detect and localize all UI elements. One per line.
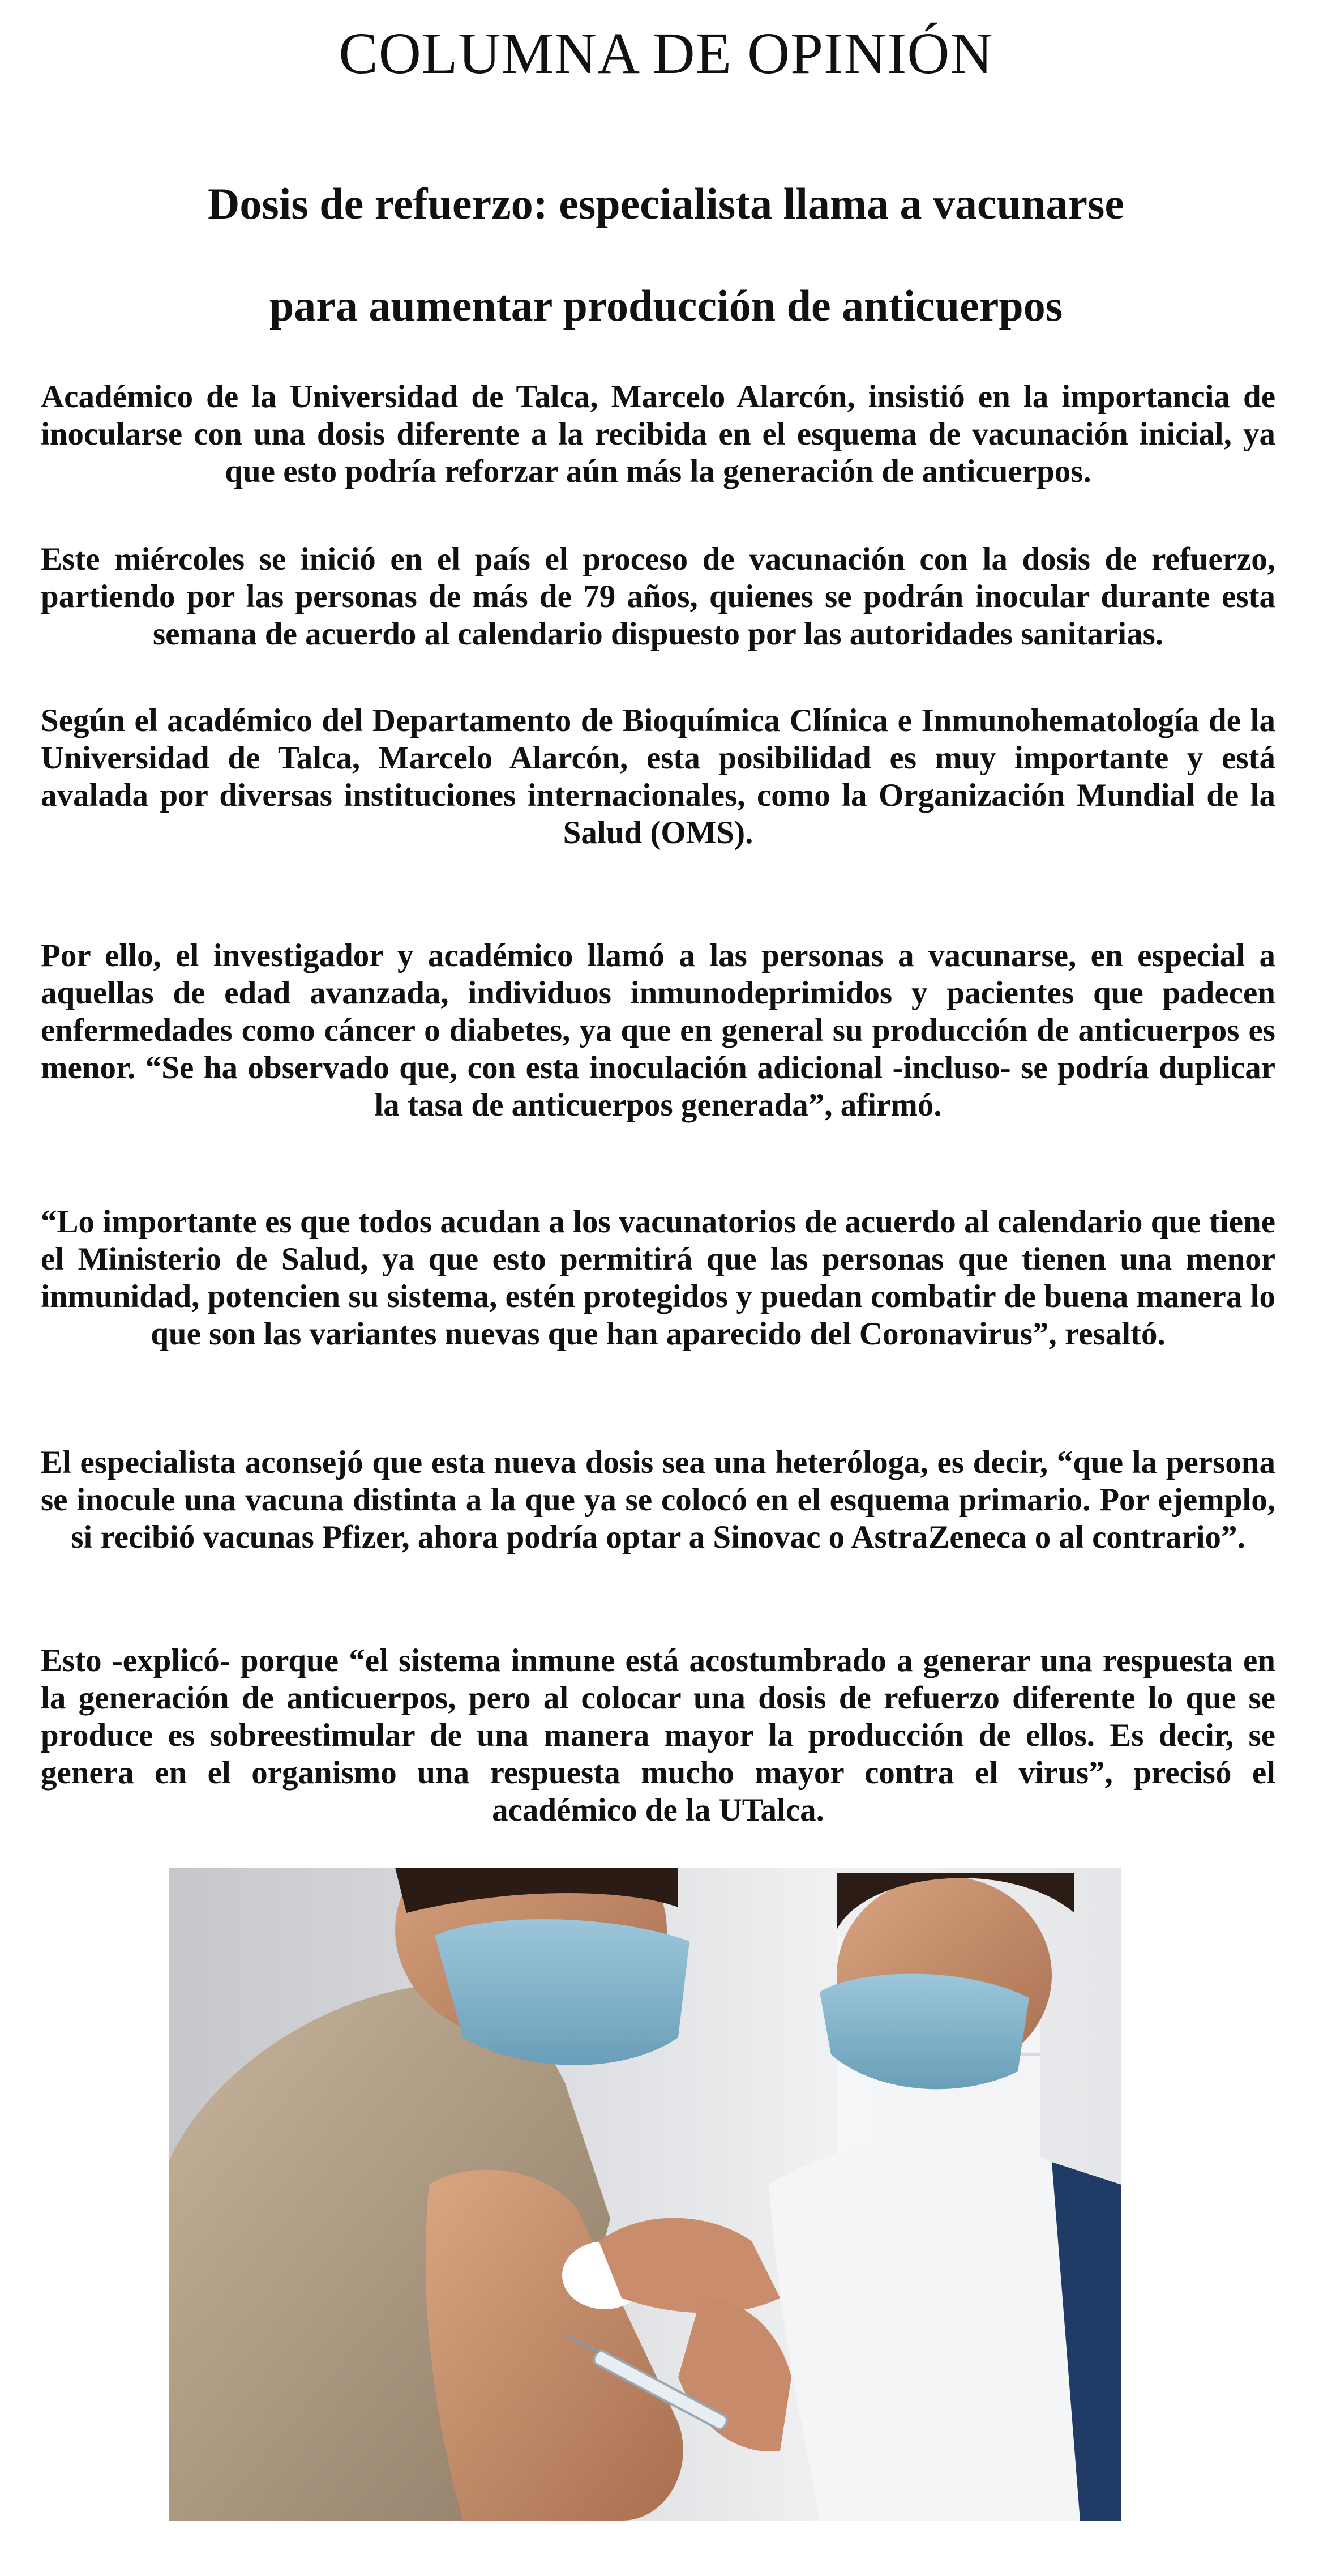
article-headline [0, 153, 1332, 357]
paragraph-1: Académico de la Universidad de Talca, Marcelo Alarcón, insistió en la importancia de inocularse con una dosis diferente a la recibida en el esquema de vacunación inicial, ya que esto podría reforzar aún más la generación de anticuerpos. [41, 379, 1275, 489]
paragraph-4: Por ello, el investigador y académico llamó a las personas a vacunarse, en especial a aquellas de edad avanzada, individuos inmunodeprimidos y pacientes que padecen enfermedades como cáncer o diabetes, ya que en general su producción de anticuerpos es menor. “Se ha observado que, con esta inoculación adicional -incluso- se podría duplicar la tasa de anticuerpos generada”, afirmó. [41, 938, 1275, 1123]
vaccination-photo [169, 1868, 1121, 2521]
headline-line-1: Dosis de refuerzo: especialista llama a vacunarse [208, 179, 1124, 228]
vaccination-photo-icon [169, 1868, 1121, 2521]
paragraph-3: Según el académico del Departamento de Bioquímica Clínica e Inmunohematología de la Universidad de Talca, Marcelo Alarcón, esta posibilidad es muy importante y está avalada por diversas instituciones internacionales, como la Organización Mundial de la Salud (OMS). [41, 703, 1275, 851]
paragraph-6: El especialista aconsejó que esta nueva dosis sea una heteróloga, es decir, “que la persona se inocule una vacuna distinta a la que ya se colocó en el esquema primario. Por ejemplo, si recibió vacunas Pfizer, ahora podría optar a Sinovac o AstraZeneca o al contrario”. [41, 1445, 1275, 1555]
paragraph-5: “Lo importante es que todos acudan a los vacunatorios de acuerdo al calendario que tiene el Ministerio de Salud, ya que esto permitirá que las personas que tienen una menor inmunidad, potencien su sistema, estén protegidos y puedan combatir de buena manera lo que son las variantes nuevas que han aparecido del Coronavirus”, resaltó. [41, 1204, 1275, 1352]
paragraph-7: Esto -explicó- porque “el sistema inmune está acostumbrado a generar una respuesta en la generación de anticuerpos, pero al colocar una dosis de refuerzo diferente lo que se produce es sobreestimular de una manera mayor la producción de ellos. Es decir, se genera en el organismo una respuesta mucho mayor contra el virus”, precisó el académico de la UTalca. [41, 1643, 1275, 1828]
paragraph-2: Este miércoles se inició en el país el proceso de vacunación con la dosis de refuerzo, partiendo por las personas de más de 79 años, quienes se podrán inocular durante esta semana de acuerdo al calendario dispuesto por las autoridades sanitarias. [41, 541, 1275, 652]
headline-line-2: para aumentar producción de anticuerpos [269, 281, 1063, 330]
section-title: COLUMNA DE OPINIÓN [339, 21, 993, 86]
